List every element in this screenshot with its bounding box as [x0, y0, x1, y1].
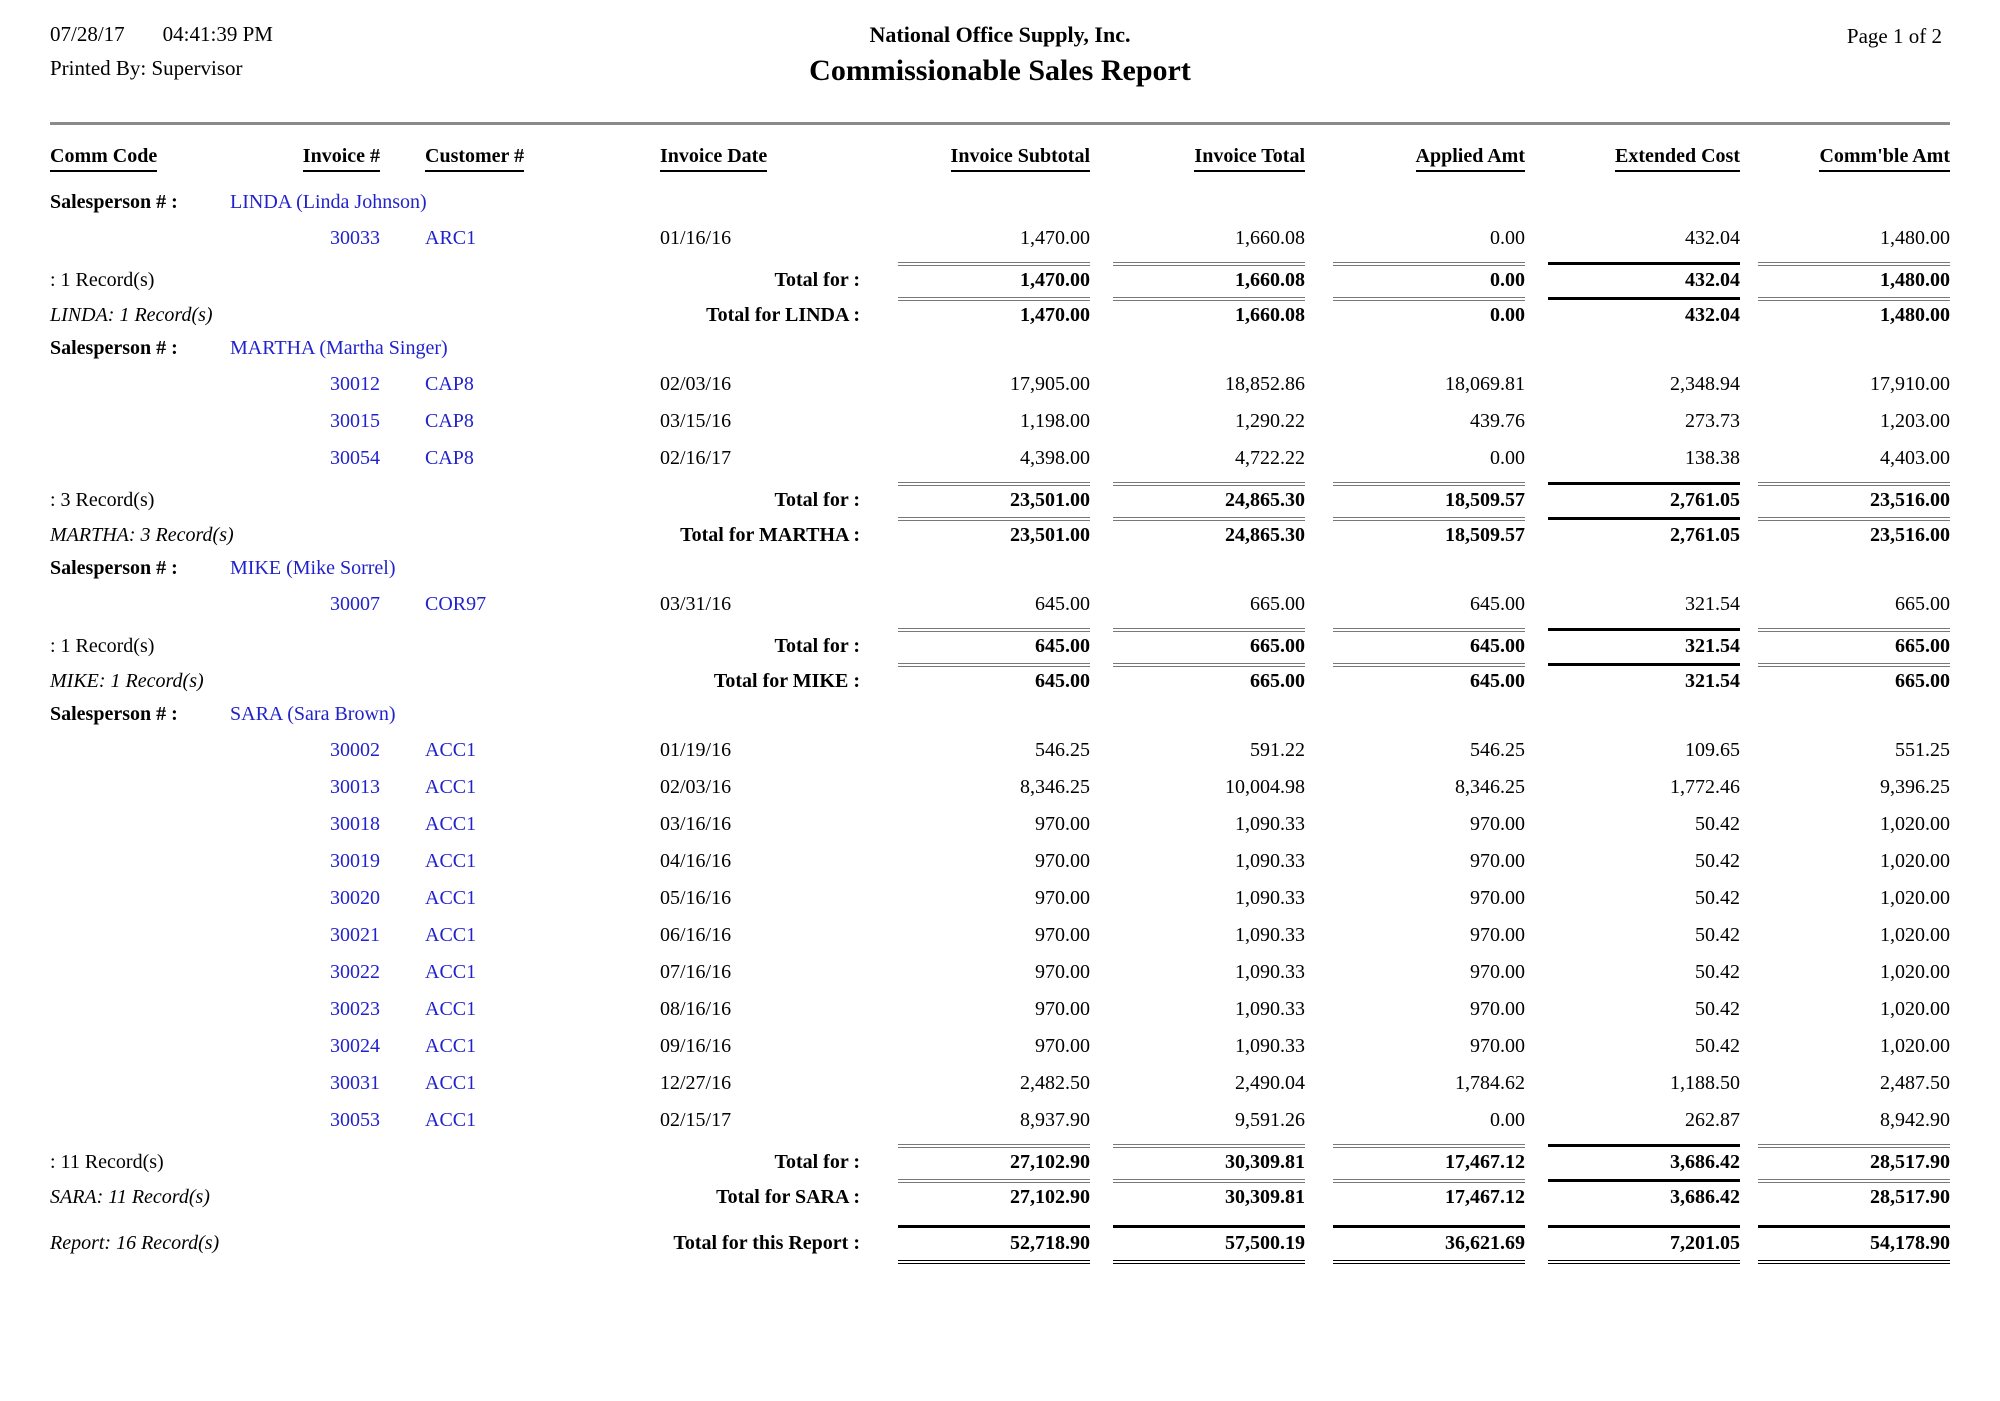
invoice-date: 03/31/16: [660, 593, 732, 615]
commble-amt: 1,203.00: [1880, 410, 1950, 432]
group-records-count: MIKE: 1 Record(s): [50, 670, 204, 692]
invoice-number: 30012: [330, 373, 380, 395]
customer-number: ACC1: [425, 887, 477, 909]
extended-cost: 50.42: [1695, 887, 1740, 909]
applied-amt: 970.00: [1470, 1035, 1525, 1057]
total-invoice-total: 30,309.81: [1113, 1179, 1305, 1209]
total-invoice-subtotal: 645.00: [898, 628, 1090, 658]
extended-cost: 1,188.50: [1670, 1072, 1740, 1094]
customer-number: ACC1: [425, 850, 477, 872]
total-invoice-total: 1,660.08: [1113, 262, 1305, 292]
total-applied-amt: 17,467.12: [1333, 1144, 1525, 1174]
invoice-date: 04/16/16: [660, 850, 732, 872]
total-commble-amt: 23,516.00: [1758, 517, 1950, 547]
commble-amt: 1,020.00: [1880, 1035, 1950, 1057]
table-row: [50, 917, 1950, 954]
extended-cost: 50.42: [1695, 850, 1740, 872]
total-invoice-subtotal: 23,501.00: [898, 482, 1090, 512]
applied-amt: 0.00: [1490, 1109, 1525, 1131]
table-row: [50, 1028, 1950, 1065]
total-extended-cost: 2,761.05: [1548, 482, 1740, 512]
invoice-subtotal: 8,346.25: [1020, 776, 1090, 798]
table-row: [50, 880, 1950, 917]
applied-amt: 0.00: [1490, 447, 1525, 469]
invoice-total: 10,004.98: [1225, 776, 1305, 798]
total-commble-amt: 1,480.00: [1758, 297, 1950, 327]
salesperson-row: [50, 696, 1950, 732]
print-date: 07/28/17: [50, 22, 125, 46]
table-row: [50, 220, 1950, 257]
customer-number: ACC1: [425, 924, 477, 946]
applied-amt: 970.00: [1470, 813, 1525, 835]
total-invoice-subtotal: 23,501.00: [898, 517, 1090, 547]
invoice-total: 1,090.33: [1235, 924, 1305, 946]
commble-amt: 9,396.25: [1880, 776, 1950, 798]
commble-amt: 1,020.00: [1880, 813, 1950, 835]
commble-amt: 2,487.50: [1880, 1072, 1950, 1094]
invoice-date: 12/27/16: [660, 1072, 732, 1094]
company-name: National Office Supply, Inc.: [869, 22, 1131, 47]
extended-cost: 50.42: [1695, 813, 1740, 835]
group-subtotal-row: [50, 1144, 1950, 1174]
column-header-customer-number: Customer #: [425, 145, 524, 172]
total-invoice-total: 665.00: [1113, 663, 1305, 693]
total-applied-amt: 18,509.57: [1333, 482, 1525, 512]
total-applied-amt: 645.00: [1333, 663, 1525, 693]
salesperson-label: Salesperson # :: [50, 556, 178, 579]
total-invoice-subtotal: 1,470.00: [898, 297, 1090, 327]
total-for-label: Total for :: [774, 269, 860, 291]
applied-amt: 645.00: [1470, 593, 1525, 615]
extended-cost: 50.42: [1695, 961, 1740, 983]
invoice-total: 4,722.22: [1235, 447, 1305, 469]
invoice-number: 30019: [330, 850, 380, 872]
group-subtotal-row: [50, 628, 1950, 658]
column-header-applied-amt: Applied Amt: [1416, 145, 1525, 172]
applied-amt: 970.00: [1470, 998, 1525, 1020]
invoice-total: 1,660.08: [1235, 227, 1305, 249]
total-commble-amt: 28,517.90: [1758, 1179, 1950, 1209]
extended-cost: 2,348.94: [1670, 373, 1740, 395]
page-number: Page 1 of 2: [1846, 24, 1942, 48]
invoice-subtotal: 546.25: [1035, 739, 1090, 761]
total-invoice-subtotal: 27,102.90: [898, 1179, 1090, 1209]
invoice-subtotal: 970.00: [1035, 887, 1090, 909]
total-for-name-label: Total for LINDA :: [706, 304, 860, 326]
records-count: : 1 Record(s): [50, 635, 155, 657]
customer-number: CAP8: [425, 410, 474, 432]
invoice-subtotal: 2,482.50: [1020, 1072, 1090, 1094]
detail-rows-sara: [50, 732, 1950, 1139]
invoice-subtotal: 970.00: [1035, 961, 1090, 983]
table-row: [50, 843, 1950, 880]
total-extended-cost: 2,761.05: [1548, 517, 1740, 547]
extended-cost: 50.42: [1695, 1035, 1740, 1057]
extended-cost: 1,772.46: [1670, 776, 1740, 798]
records-count: : 11 Record(s): [50, 1151, 164, 1173]
group-subtotal-row: [50, 262, 1950, 292]
invoice-total: 9,591.26: [1235, 1109, 1305, 1131]
invoice-total: 665.00: [1250, 593, 1305, 615]
group-total-row: [50, 663, 1950, 693]
table-row: [50, 366, 1950, 403]
salesperson-row: [50, 184, 1950, 220]
salesperson-name: MIKE (Mike Sorrel): [230, 556, 396, 579]
invoice-total: 1,090.33: [1235, 1035, 1305, 1057]
report-total-commble-amt: 54,178.90: [1758, 1225, 1950, 1264]
invoice-number: 30033: [330, 227, 380, 249]
customer-number: CAP8: [425, 373, 474, 395]
invoice-date: 02/15/17: [660, 1109, 732, 1131]
header-divider: [50, 122, 1950, 125]
total-invoice-subtotal: 1,470.00: [898, 262, 1090, 292]
table-row: [50, 954, 1950, 991]
commble-amt: 1,020.00: [1880, 961, 1950, 983]
customer-number: COR97: [425, 593, 487, 615]
invoice-number: 30002: [330, 739, 380, 761]
commble-amt: 1,020.00: [1880, 998, 1950, 1020]
invoice-total: 1,090.33: [1235, 850, 1305, 872]
commble-amt: 1,020.00: [1880, 924, 1950, 946]
printed-by: Printed By: Supervisor: [50, 56, 243, 80]
extended-cost: 50.42: [1695, 924, 1740, 946]
report-total-label: Total for this Report :: [673, 1232, 860, 1254]
column-header-row: [50, 145, 1950, 181]
customer-number: ACC1: [425, 1035, 477, 1057]
customer-number: ACC1: [425, 1109, 477, 1131]
extended-cost: 109.65: [1685, 739, 1740, 761]
report-total-invoice-total: 57,500.19: [1113, 1225, 1305, 1264]
invoice-total: 1,090.33: [1235, 998, 1305, 1020]
total-extended-cost: 321.54: [1548, 628, 1740, 658]
table-row: [50, 769, 1950, 806]
total-extended-cost: 432.04: [1548, 297, 1740, 327]
commble-amt: 551.25: [1895, 739, 1950, 761]
invoice-total: 1,290.22: [1235, 410, 1305, 432]
salesperson-label: Salesperson # :: [50, 336, 178, 359]
header-center: [50, 22, 1950, 88]
customer-number: CAP8: [425, 447, 474, 469]
extended-cost: 262.87: [1685, 1109, 1740, 1131]
invoice-subtotal: 8,937.90: [1020, 1109, 1090, 1131]
table-row: [50, 403, 1950, 440]
customer-number: ACC1: [425, 776, 477, 798]
group-records-count: MARTHA: 3 Record(s): [50, 524, 234, 546]
commble-amt: 1,020.00: [1880, 887, 1950, 909]
applied-amt: 546.25: [1470, 739, 1525, 761]
invoice-subtotal: 970.00: [1035, 924, 1090, 946]
total-extended-cost: 432.04: [1548, 262, 1740, 292]
invoice-date: 02/16/17: [660, 447, 732, 469]
extended-cost: 321.54: [1685, 593, 1740, 615]
commble-amt: 1,020.00: [1880, 850, 1950, 872]
report-total-invoice-subtotal: 52,718.90: [898, 1225, 1090, 1264]
table-row: [50, 732, 1950, 769]
detail-rows-mike: [50, 586, 1950, 623]
total-extended-cost: 321.54: [1548, 663, 1740, 693]
invoice-number: 30053: [330, 1109, 380, 1131]
invoice-date: 05/16/16: [660, 887, 732, 909]
invoice-date: 03/15/16: [660, 410, 732, 432]
invoice-date: 02/03/16: [660, 776, 732, 798]
total-for-name-label: Total for MIKE :: [713, 670, 860, 692]
table-row: [50, 806, 1950, 843]
group-records-count: LINDA: 1 Record(s): [50, 304, 213, 326]
total-invoice-total: 665.00: [1113, 628, 1305, 658]
report-title: Commissionable Sales Report: [809, 54, 1191, 87]
invoice-total: 591.22: [1250, 739, 1305, 761]
total-extended-cost: 3,686.42: [1548, 1179, 1740, 1209]
salesperson-name: LINDA (Linda Johnson): [230, 190, 427, 213]
records-count: : 3 Record(s): [50, 489, 155, 511]
report-total-applied-amt: 36,621.69: [1333, 1225, 1525, 1264]
applied-amt: 970.00: [1470, 887, 1525, 909]
invoice-total: 1,090.33: [1235, 887, 1305, 909]
table-row: [50, 586, 1950, 623]
invoice-subtotal: 17,905.00: [1010, 373, 1090, 395]
invoice-subtotal: 970.00: [1035, 850, 1090, 872]
group-records-count: SARA: 11 Record(s): [50, 1186, 210, 1208]
invoice-total: 2,490.04: [1235, 1072, 1305, 1094]
salesperson-name: MARTHA (Martha Singer): [230, 336, 448, 359]
total-invoice-total: 24,865.30: [1113, 482, 1305, 512]
total-applied-amt: 0.00: [1333, 262, 1525, 292]
table-row: [50, 1065, 1950, 1102]
customer-number: ARC1: [425, 227, 477, 249]
report-header: [50, 22, 1950, 118]
applied-amt: 970.00: [1470, 924, 1525, 946]
applied-amt: 970.00: [1470, 961, 1525, 983]
total-commble-amt: 1,480.00: [1758, 262, 1950, 292]
customer-number: ACC1: [425, 813, 477, 835]
total-for-name-label: Total for SARA :: [716, 1186, 860, 1208]
total-commble-amt: 665.00: [1758, 628, 1950, 658]
total-applied-amt: 645.00: [1333, 628, 1525, 658]
invoice-number: 30018: [330, 813, 380, 835]
invoice-date: 08/16/16: [660, 998, 732, 1020]
commble-amt: 8,942.90: [1880, 1109, 1950, 1131]
records-count: : 1 Record(s): [50, 269, 155, 291]
group-total-row: [50, 1179, 1950, 1209]
invoice-date: 09/16/16: [660, 1035, 732, 1057]
report-records-count: Report: 16 Record(s): [50, 1232, 220, 1254]
invoice-date: 01/19/16: [660, 739, 732, 761]
extended-cost: 273.73: [1685, 410, 1740, 432]
salesperson-label: Salesperson # :: [50, 702, 178, 725]
customer-number: ACC1: [425, 1072, 477, 1094]
commble-amt: 4,403.00: [1880, 447, 1950, 469]
total-invoice-subtotal: 645.00: [898, 663, 1090, 693]
table-row: [50, 991, 1950, 1028]
invoice-number: 30013: [330, 776, 380, 798]
invoice-total: 1,090.33: [1235, 961, 1305, 983]
total-applied-amt: 18,509.57: [1333, 517, 1525, 547]
invoice-number: 30031: [330, 1072, 380, 1094]
total-commble-amt: 665.00: [1758, 663, 1950, 693]
table-row: [50, 440, 1950, 477]
group-total-row: [50, 297, 1950, 327]
invoice-subtotal: 1,470.00: [1020, 227, 1090, 249]
total-for-label: Total for :: [774, 635, 860, 657]
invoice-subtotal: 970.00: [1035, 1035, 1090, 1057]
invoice-total: 18,852.86: [1225, 373, 1305, 395]
extended-cost: 432.04: [1685, 227, 1740, 249]
salesperson-row: [50, 550, 1950, 586]
extended-cost: 50.42: [1695, 998, 1740, 1020]
invoice-date: 03/16/16: [660, 813, 732, 835]
print-time: 04:41:39 PM: [162, 22, 273, 46]
total-invoice-subtotal: 27,102.90: [898, 1144, 1090, 1174]
group-subtotal-row: [50, 482, 1950, 512]
total-for-label: Total for :: [774, 1151, 860, 1173]
column-header-extended-cost: Extended Cost: [1615, 145, 1740, 172]
invoice-subtotal: 1,198.00: [1020, 410, 1090, 432]
detail-rows-martha: [50, 366, 1950, 477]
total-invoice-total: 1,660.08: [1113, 297, 1305, 327]
report-total-row: [50, 1225, 1950, 1264]
invoice-number: 30021: [330, 924, 380, 946]
total-invoice-total: 30,309.81: [1113, 1144, 1305, 1174]
salesperson-name: SARA (Sara Brown): [230, 702, 396, 725]
commble-amt: 665.00: [1895, 593, 1950, 615]
invoice-date: 02/03/16: [660, 373, 732, 395]
table-row: [50, 1102, 1950, 1139]
customer-number: ACC1: [425, 739, 477, 761]
total-commble-amt: 23,516.00: [1758, 482, 1950, 512]
applied-amt: 8,346.25: [1455, 776, 1525, 798]
invoice-subtotal: 970.00: [1035, 998, 1090, 1020]
column-header-comm-code: Comm Code: [50, 145, 157, 172]
total-for-name-label: Total for MARTHA :: [680, 524, 860, 546]
applied-amt: 1,784.62: [1455, 1072, 1525, 1094]
invoice-date: 01/16/16: [660, 227, 732, 249]
salesperson-label: Salesperson # :: [50, 190, 178, 213]
invoice-total: 1,090.33: [1235, 813, 1305, 835]
applied-amt: 18,069.81: [1445, 373, 1525, 395]
column-header-invoice-number: Invoice #: [303, 145, 380, 172]
invoice-number: 30024: [330, 1035, 380, 1057]
total-for-label: Total for :: [774, 489, 860, 511]
column-header-invoice-total: Invoice Total: [1194, 145, 1305, 172]
invoice-number: 30054: [330, 447, 380, 469]
column-header-commble-amt: Comm'ble Amt: [1819, 145, 1950, 172]
extended-cost: 138.38: [1685, 447, 1740, 469]
total-commble-amt: 28,517.90: [1758, 1144, 1950, 1174]
invoice-number: 30020: [330, 887, 380, 909]
applied-amt: 439.76: [1470, 410, 1525, 432]
total-extended-cost: 3,686.42: [1548, 1144, 1740, 1174]
report-total-extended-cost: 7,201.05: [1548, 1225, 1740, 1264]
total-invoice-total: 24,865.30: [1113, 517, 1305, 547]
invoice-date: 07/16/16: [660, 961, 732, 983]
commble-amt: 17,910.00: [1870, 373, 1950, 395]
commble-amt: 1,480.00: [1880, 227, 1950, 249]
group-total-row: [50, 517, 1950, 547]
invoice-subtotal: 970.00: [1035, 813, 1090, 835]
customer-number: ACC1: [425, 961, 477, 983]
column-header-invoice-date: Invoice Date: [660, 145, 767, 172]
invoice-number: 30023: [330, 998, 380, 1020]
invoice-number: 30022: [330, 961, 380, 983]
invoice-date: 06/16/16: [660, 924, 732, 946]
total-applied-amt: 17,467.12: [1333, 1179, 1525, 1209]
invoice-number: 30015: [330, 410, 380, 432]
applied-amt: 970.00: [1470, 850, 1525, 872]
salesperson-row: [50, 330, 1950, 366]
column-header-invoice-subtotal: Invoice Subtotal: [951, 145, 1090, 172]
invoice-subtotal: 645.00: [1035, 593, 1090, 615]
applied-amt: 0.00: [1490, 227, 1525, 249]
invoice-number: 30007: [330, 593, 380, 615]
invoice-subtotal: 4,398.00: [1020, 447, 1090, 469]
total-applied-amt: 0.00: [1333, 297, 1525, 327]
customer-number: ACC1: [425, 998, 477, 1020]
detail-rows-linda: [50, 220, 1950, 257]
